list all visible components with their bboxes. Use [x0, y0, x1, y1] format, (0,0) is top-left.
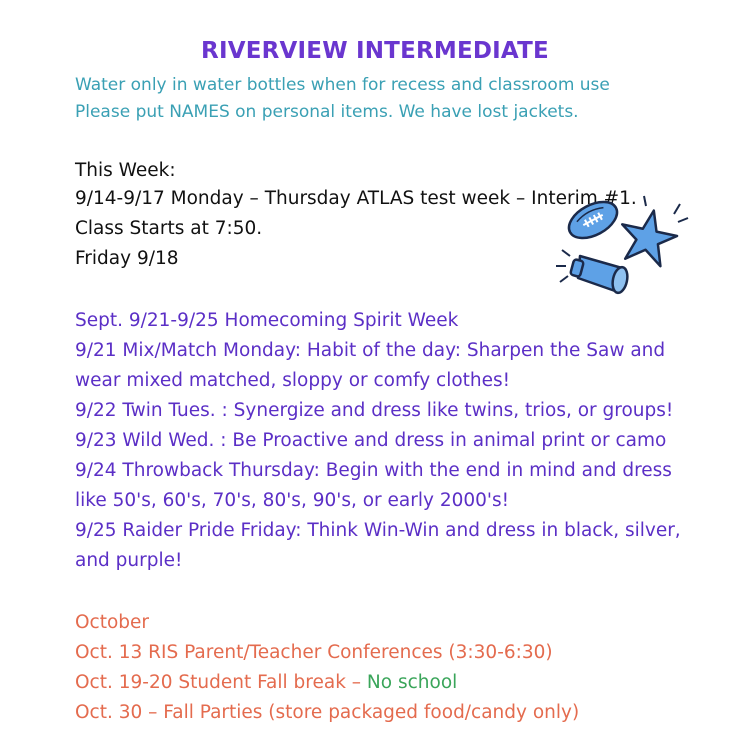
spirit-week-line: 9/24 Throwback Thursday: Begin with the end in mind and dress	[75, 460, 672, 481]
spirit-week-line: 9/25 Raider Pride Friday: Think Win-Win and dress in black, silver,	[75, 520, 681, 541]
spirit-week-line: like 50's, 60's, 70's, 80's, 90's, or early 2000's!	[75, 490, 510, 511]
spirit-week-line: 9/23 Wild Wed. : Be Proactive and dress in animal print or camo	[75, 430, 667, 451]
page-title: RIVERVIEW INTERMEDIATE	[201, 38, 549, 64]
spirit-week-line: wear mixed matched, sloppy or comfy clothes!	[75, 370, 511, 391]
spirit-week-line: and purple!	[75, 550, 183, 571]
this-week-heading: This Week:	[75, 160, 176, 181]
october-heading: October	[75, 612, 150, 633]
names-note: Please put NAMES on personal items. We have lost jackets.	[75, 102, 579, 122]
this-week-line: 9/14-9/17 Monday – Thursday ATLAS test week – Interim #1.	[75, 188, 637, 209]
spirit-week-line: 9/21 Mix/Match Monday: Habit of the day: Sharpen the Saw and	[75, 340, 666, 361]
conferences-line: Oct. 13 RIS Parent/Teacher Conferences (3:30-6:30)	[75, 642, 553, 663]
sports-illustration	[550, 188, 700, 300]
this-week-line: Friday 9/18	[75, 248, 179, 269]
spirit-week-line: 9/22 Twin Tues. : Synergize and dress like twins, trios, or groups!	[75, 400, 674, 421]
megaphone-icon	[556, 250, 630, 294]
no-school-text: No school	[366, 672, 458, 693]
football-icon	[563, 195, 623, 246]
fall-break-text: Oct. 19-20 Student Fall break –	[75, 672, 367, 693]
water-note: Water only in water bottles when for recess and classroom use	[75, 75, 610, 95]
fall-parties-line: Oct. 30 – Fall Parties (store packaged food/candy only)	[75, 702, 580, 723]
spirit-week-heading: Sept. 9/21-9/25 Homecoming Spirit Week	[75, 310, 459, 331]
fall-break-line	[75, 672, 457, 693]
star-icon	[615, 196, 688, 268]
this-week-line: Class Starts at 7:50.	[75, 218, 263, 239]
